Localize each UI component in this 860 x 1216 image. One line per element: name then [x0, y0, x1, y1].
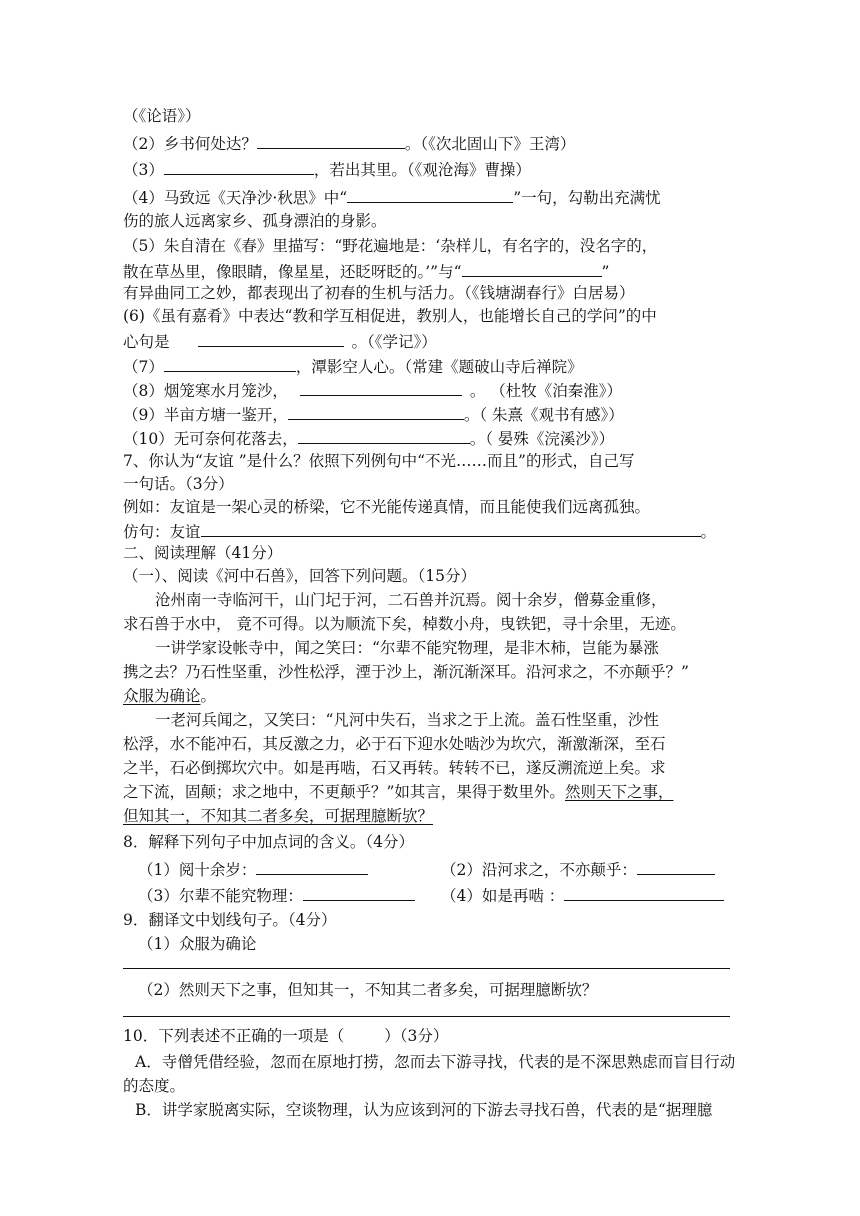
underlined-sentence: 然则天下之事，: [564, 783, 674, 801]
question-line-5: （5）朱自清在《春》里描写：“野花遍地是：‘杂样儿，有名字的，没名字的，: [123, 237, 658, 255]
passage-paragraph-3-line-3: 之半，石必倒掷坎穴中。如是再啮，石又再转。转转不已，遂反溯流逆上矣。求: [123, 759, 666, 777]
passage-paragraph-2-cont: 携之去？乃石性坚重，沙性松浮，湮于沙上，渐沉渐深耳。沿河求之，不亦颠乎？”: [123, 663, 689, 681]
question-line-10: [123, 427, 614, 449]
question-line-2: [123, 132, 575, 154]
question-line-7: [123, 355, 583, 377]
passage-paragraph-3-line-5: [123, 806, 433, 826]
answer-blank[interactable]: [298, 427, 470, 444]
question-8-item-1: [138, 858, 368, 880]
passage-paragraph-2: 一讲学家设帐寺中，闻之笑曰：“尔辈不能究物理，是非木柿，岂能为暴涨: [155, 639, 659, 657]
answer-blank[interactable]: [300, 379, 462, 396]
answer-blank[interactable]: [257, 132, 405, 149]
question-text: ”一句，勾勒出充满忧: [513, 189, 661, 207]
answer-line[interactable]: [123, 1016, 730, 1017]
question-text: 。: [700, 523, 717, 541]
passage-text: 。: [200, 687, 217, 705]
passage-paragraph-1-cont: 求石兽于水中， 竟不可得。以为顺流下矣，棹数小舟，曳铁钯，寻十余里，无迹。: [123, 615, 686, 633]
question-text: 。（《学记》）: [351, 333, 437, 351]
underlined-sentence: 众服为确论: [123, 687, 201, 705]
section-heading: 二、阅读理解（41分）: [123, 544, 283, 562]
question-line-5-end: 有异曲同工之妙，都表现出了初春的生机与活力。（《钱塘湖春行》白居易）: [123, 284, 635, 302]
question-line-6-cont: [123, 330, 437, 352]
question-9-item-2: （2）然则天下之事，但知其一，不知其二者多矣，可据理臆断欤？: [138, 981, 598, 999]
question-line-9: [123, 403, 624, 425]
question-text: 。（《次北固山下》王湾）: [404, 135, 576, 153]
answer-blank[interactable]: [256, 858, 368, 875]
question-line-3: [123, 158, 531, 180]
question-text: （7）: [123, 358, 164, 376]
question-text: 。（ 晏殊《浣溪沙》）: [469, 430, 615, 448]
question-text: 10．下列表述不正确的一项是（: [123, 1027, 345, 1045]
question-text: 。（ 朱熹《观书有感》）: [463, 406, 624, 424]
question-text: （2）乡书何处达？: [123, 135, 257, 153]
example-sentence: 例如：友谊是一架心灵的桥梁，它不光能传递真情，而且能使我们远离孤独。: [123, 498, 651, 516]
answer-blank[interactable]: [303, 884, 415, 901]
question-line-6: (6)《虽有嘉肴》中表达“教和学互相促进，教别人，也能增长自己的学问”的中: [123, 307, 657, 325]
option-a: A．寺僧凭借经验，忽而在原地打捞，忽而去下游寻找，代表的是不深思熟虑而盲目行动: [135, 1053, 736, 1071]
passage-paragraph-2-end: [123, 686, 216, 706]
question-text: （9）半亩方塘一鉴开，: [123, 406, 288, 424]
answer-blank[interactable]: [637, 858, 715, 875]
option-a-cont: 的态度。: [123, 1077, 186, 1095]
question-text: 散在草丛里，像眼睛，像星星，还眨呀眨的。’”与“: [123, 263, 462, 281]
question-text: （8）烟笼寒水月笼沙，: [123, 382, 288, 400]
question-7-heading: 7、你认为“友谊 ”是什么？依照下列例句中“不光……而且”的形式，自己写: [123, 452, 635, 470]
question-text: 心句是: [123, 333, 170, 351]
question-line-8: [123, 379, 622, 401]
question-text: 。 （杜牧《泊秦淮》）: [469, 382, 623, 400]
source-note: （《论语》）: [123, 107, 201, 125]
question-text: 仿句：友谊: [123, 523, 201, 541]
question-line-4-cont: 伤的旅人远离家乡、孤身漂泊的身影。: [123, 212, 387, 230]
passage-paragraph-3: 一老河兵闻之，又笑曰：“凡河中失石，当求之于上流。盖石性坚重，沙性: [155, 711, 659, 729]
question-8-heading: 8．解释下列句子中加点词的含义。（4分）: [123, 833, 414, 851]
question-10-heading: [123, 1026, 448, 1046]
passage-text: 之下流，固颠；求之地中，不更颠乎？”如其言，果得于数里外。: [123, 783, 565, 801]
question-text: ，若出其里。（《观沧海》曹操）: [313, 161, 531, 179]
question-text: ”: [601, 263, 610, 281]
passage-paragraph-3-line-2: 松浮，水不能冲石，其反激之力，必于石下迎水处啮沙为坎穴，渐激渐深，至石: [123, 735, 666, 753]
question-text: ）（3分）: [384, 1027, 449, 1045]
answer-blank[interactable]: [564, 884, 724, 901]
question-text: （4）如是再啮 ：: [441, 887, 565, 905]
imitation-line: [123, 520, 716, 542]
passage-paragraph-3-line-4: [123, 782, 673, 802]
question-text: （10）无可奈何花落去，: [123, 430, 298, 448]
passage-paragraph-1: 沧州南一寺临河干，山门圮于河，二石兽并沉焉。阅十余岁，僧募金重修，: [155, 591, 667, 609]
question-text: （3）: [123, 161, 164, 179]
answer-blank[interactable]: [198, 330, 344, 347]
question-line-5-cont: [123, 260, 609, 282]
answer-blank[interactable]: [201, 520, 701, 537]
question-8-item-4: [441, 884, 724, 906]
question-text: （4）马致远《天净沙·秋思》中“: [123, 189, 348, 207]
question-9-item-1: （1）众服为确论: [138, 935, 257, 953]
question-9-heading: 9．翻译文中划线句子。（4分）: [123, 911, 337, 929]
answer-blank[interactable]: [164, 355, 296, 372]
question-text: （1）阅十余岁：: [138, 861, 257, 879]
question-7-heading-cont: 一句话。（3分）: [123, 475, 234, 493]
answer-blank[interactable]: [462, 260, 602, 277]
question-text: （3）尔辈不能究物理：: [138, 887, 303, 905]
underlined-sentence: 但知其一，不知其二者多矣，可据理臆断欤？: [123, 807, 434, 825]
question-8-item-3: [138, 884, 415, 906]
option-b: B．讲学家脱离实际，空谈物理，认为应该到河的下游去寻找石兽，代表的是“据理臆: [135, 1101, 713, 1119]
subsection-heading: （一）、阅读《河中石兽》，回答下列问题。（15分）: [123, 567, 476, 585]
answer-line[interactable]: [123, 968, 730, 969]
answer-blank[interactable]: [347, 186, 513, 203]
answer-blank[interactable]: [288, 403, 464, 420]
question-text: ，潭影空人心。（常建《题破山寺后禅院》: [295, 358, 583, 376]
answer-blank[interactable]: [164, 158, 314, 175]
question-text: （2）沿河求之，不亦颠乎：: [441, 861, 637, 879]
question-8-item-2: [441, 858, 715, 880]
question-line-4: [123, 186, 661, 208]
